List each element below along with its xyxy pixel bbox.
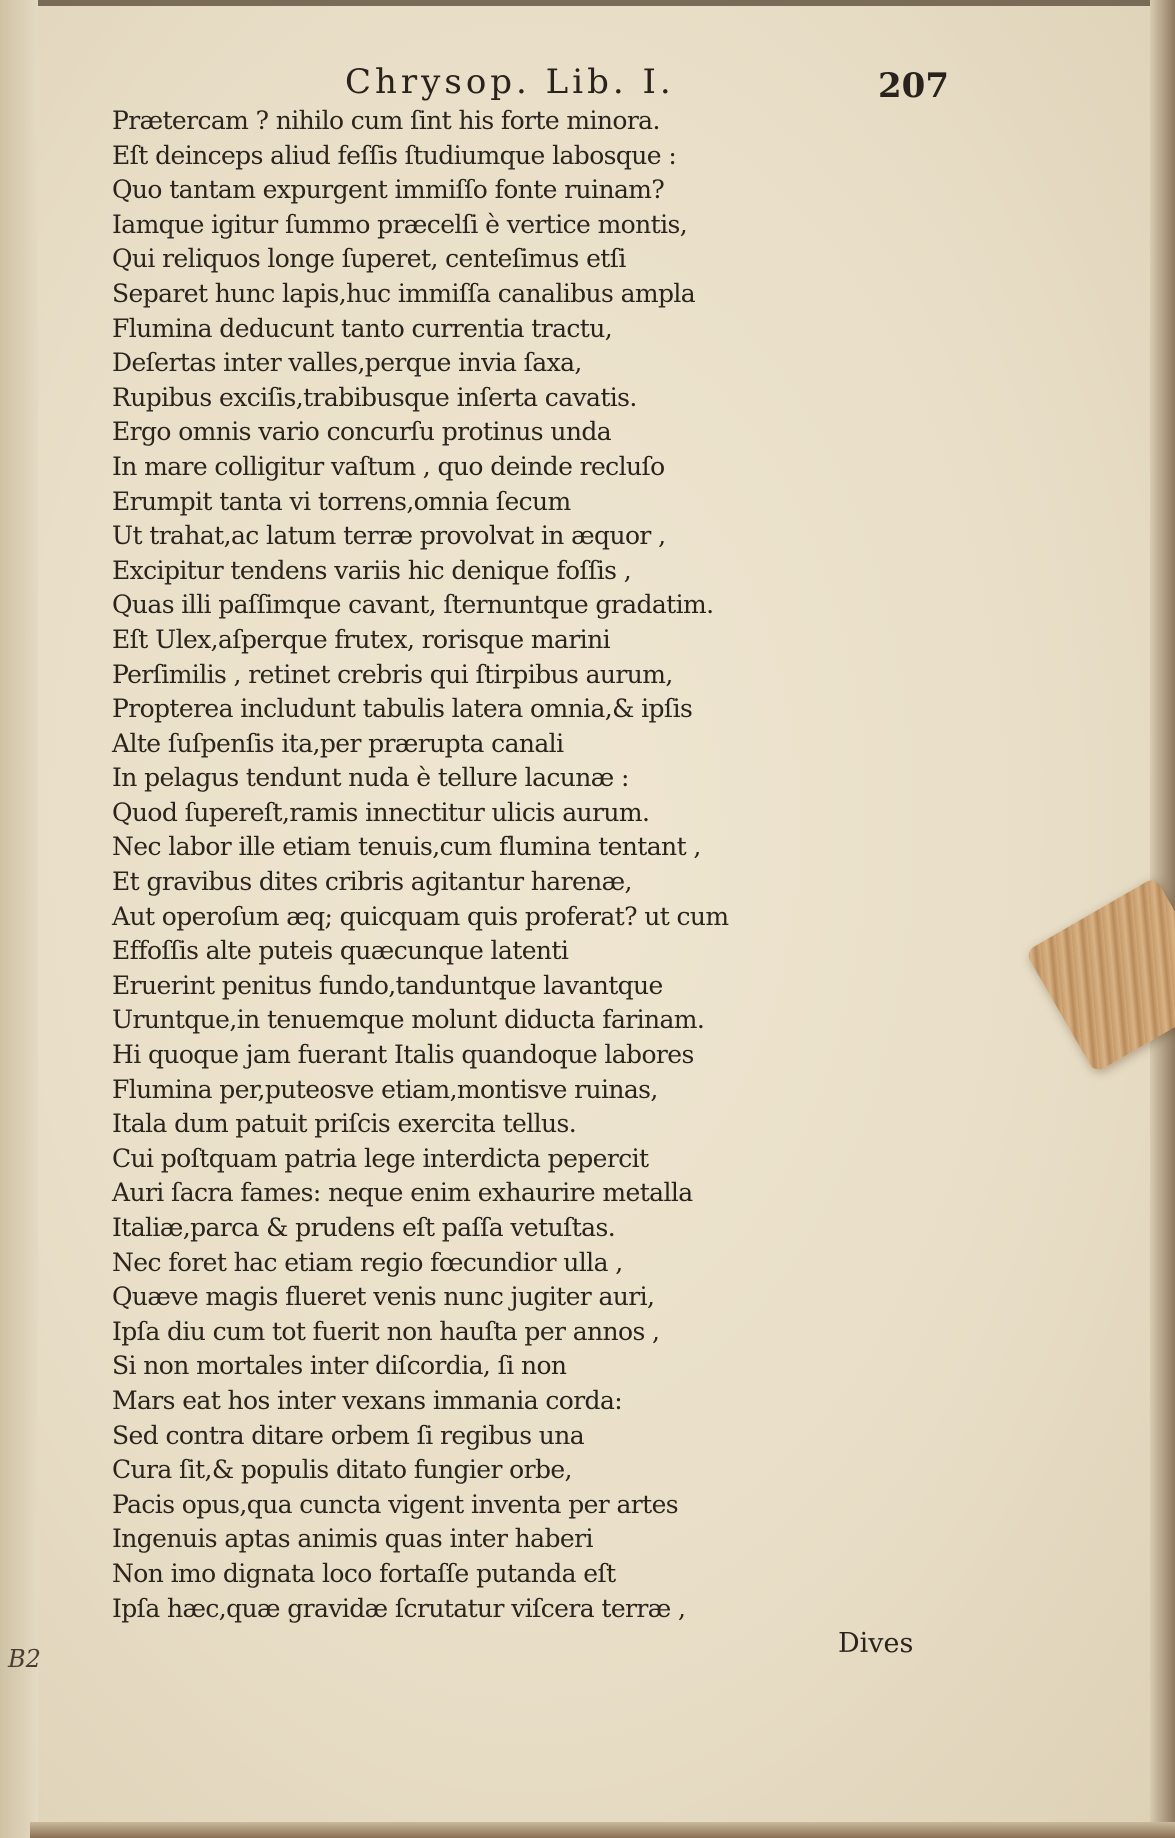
verse-line: Ipſa hæc,quæ gravidæ ſcrutatur viſcera terræ , [112,1593,686,1623]
verse-line: Excipitur tendens variis hic denique foſſis , [112,555,632,585]
verse-line: Qui reliquos longe ſuperet, centeſimus etſi [112,244,626,274]
verse-line: Sed contra ditare orbem ſi regibus una [112,1420,585,1450]
verse-block [112,104,1112,1626]
verse-line: Prætercam ? nihilo cum ſint his forte minora. [112,106,660,135]
verse-line: Aut operoſum æq; quicquam quis proferat? ut cum [112,901,729,931]
page-top-edge [38,0,1175,6]
verse-line: Quod ſupereſt,ramis innectitur ulicis aurum. [112,797,650,827]
verse-line: Effoſſis alte puteis quæcunque latenti [112,936,569,966]
verse-line: Quo tantam expurgent immiſſo fonte ruinam? [112,175,665,205]
verse-line: Et gravibus dites cribris agitantur harenæ, [112,867,632,897]
verse-line: Eruerint penitus fundo,tanduntque lavantque [112,970,663,1000]
verse-line: Si non mortales inter diſcordia, ſi non [112,1351,567,1381]
verse-line: Erumpit tanta vi torrens,omnia ſecum [112,486,571,516]
verse-line: Nec labor ille etiam tenuis,cum flumina tentant , [112,832,701,862]
verse-line: Itala dum patuit priſcis exercita tellus. [112,1109,577,1139]
verse-line: Rupibus exciſis,trabibusque inſerta cavatis. [112,382,637,412]
verse-line: Auri ſacra fames: neque enim exhaurire metalla [112,1178,693,1208]
verse-line: Flumina per,puteosve etiam,montisve ruinas, [112,1074,658,1104]
verse-line: Uruntque,in tenuemque molunt diducta farinam. [112,1005,705,1035]
running-head: Chrysop. Lib. I. [345,62,675,102]
verse-line: Cura ſit,& populis ditato fungier orbe, [112,1455,572,1485]
verse-line: Eſt Ulex,aſperque frutex, rorisque marini [112,624,610,654]
verse-line: Mars eat hos inter vexans immania corda: [112,1385,623,1415]
verse-line: Ingenuis aptas animis quas inter haberi [112,1524,593,1554]
verse-line: Ut trahat,ac latum terræ provolvat in æquor , [112,521,666,551]
verse-line: Non imo dignata loco fortaſſe putanda eſt [112,1558,616,1588]
verse-line: Quæve magis flueret venis nunc jugiter auri, [112,1282,655,1312]
verse-line: Cui poſtquam patria lege interdicta pepercit [112,1143,649,1173]
verse-line: Nec foret hac etiam regio fœcundior ulla , [112,1247,623,1277]
verse-line: Deſertas inter valles,perque invia ſaxa, [112,348,582,378]
catchword: Dives [838,1628,914,1659]
verse-line: Separet hunc lapis,huc immiſſa canalibus ampla [112,278,696,308]
verse-line: In mare colligitur vaſtum , quo deinde recluſo [112,451,665,481]
verse-line: Ergo omnis vario concurſu protinus unda [112,417,612,447]
verse-line: Italiæ,parca & prudens eſt paſſa vetuſtas. [112,1213,616,1242]
verse-line: Alte ſuſpenſis ita,per prærupta canali [112,728,564,758]
verse-line: Pacis opus,qua cuncta vigent inventa per artes [112,1489,679,1519]
verse-line: Hi quoque jam fuerant Italis quandoque labores [112,1040,694,1070]
margin-mark: B2 [8,1645,41,1673]
verse-line: Perſimilis , retinet crebris qui ſtirpibus aurum, [112,659,673,689]
verse-line: Iamque igitur ſummo præcelſi è vertice montis, [112,209,688,239]
verse-line: Ipſa diu cum tot fuerit non hauſta per annos , [112,1316,660,1346]
verse-line: Flumina deducunt tanto currentia tractu, [112,313,613,343]
verse-line: Quas illi paſſimque cavant, ſternuntque gradatim. [112,590,714,620]
verse-line: In pelagus tendunt nuda è tellure lacunæ : [112,763,629,793]
verse-line: Eſt deinceps aliud feſſis ſtudiumque labosque : [112,140,677,170]
verse-line: Propterea includunt tabulis latera omnia,& ipſis [112,694,693,724]
page-gutter [0,0,38,1838]
page-bottom-edge [30,1822,1175,1838]
page-number: 207 [878,66,949,106]
